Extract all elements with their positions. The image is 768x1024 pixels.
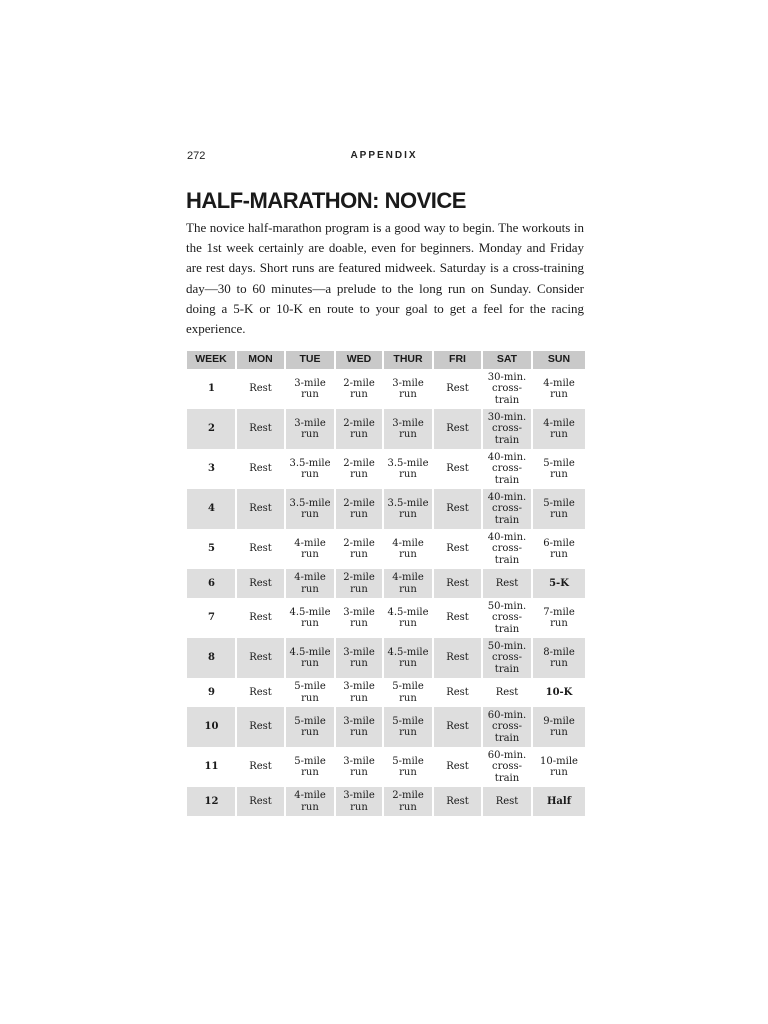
table-row — [187, 747, 585, 787]
week-cell: 2 — [187, 409, 236, 449]
mon-cell: Rest — [249, 463, 272, 475]
tue-cell: 4.5-mile run — [285, 638, 335, 678]
tue-cell: 5-mile run — [285, 707, 335, 747]
column-header: THUR — [383, 351, 433, 369]
table-row — [187, 449, 585, 489]
week-cell: 4 — [187, 489, 236, 529]
wed-cell: 3-mile run — [343, 606, 375, 629]
fri-cell: Rest — [446, 383, 469, 395]
table-row — [187, 409, 585, 449]
column-header: TUE — [285, 351, 335, 369]
tue-cell: 3.5-mile run — [285, 489, 335, 529]
sat-cell: 60-min. cross-train — [482, 707, 532, 747]
sun-cell: 4-mile run — [532, 409, 585, 449]
sat-cell: 30-min. cross-train — [487, 371, 527, 406]
sun-cell: 5-K — [532, 569, 585, 598]
column-header: SUN — [532, 351, 585, 369]
fri-cell: Rest — [446, 463, 469, 475]
table-row — [187, 369, 585, 409]
thur-cell: 5-mile run — [392, 681, 424, 704]
sun-cell: Half — [532, 787, 585, 816]
wed-cell: 2-mile run — [335, 489, 383, 529]
sat-cell: 50-min. cross-train — [487, 600, 527, 635]
week-cell: 5 — [208, 543, 215, 555]
sat-cell: 50-min. cross-train — [482, 638, 532, 678]
tue-cell: 3.5-mile run — [289, 457, 331, 480]
week-cell: 10 — [187, 707, 236, 747]
wed-cell: 3-mile run — [343, 755, 375, 778]
tue-cell: 4-mile run — [294, 537, 326, 560]
intro-paragraph: The novice half-marathon program is a good way to begin. The workouts in the 1st week certainly are doable, even for beginners. Monday and Friday are rest days. Short runs are featured midweek. Saturday is a cross-training day—30 to 60 minutes—a prelude to the long run on Sunday. Consider doing a 5-K or 10-K en route to your goal to get a feel for the racing experience. — [186, 220, 584, 337]
wed-cell: 3-mile run — [343, 681, 375, 704]
thur-cell: 3.5-mile run — [387, 457, 429, 480]
week-cell: 3 — [208, 463, 215, 475]
table-row — [187, 598, 585, 638]
sat-cell: Rest — [495, 686, 519, 698]
thur-cell: 3.5-mile run — [383, 489, 433, 529]
tue-cell: 5-mile run — [294, 755, 326, 778]
thur-cell: 5-mile run — [392, 755, 424, 778]
mon-cell: Rest — [236, 409, 285, 449]
tue-cell: 4-mile run — [285, 569, 335, 598]
sun-cell: 5-mile run — [532, 489, 585, 529]
sat-cell: 60-min. cross-train — [487, 749, 527, 784]
wed-cell: 3-mile run — [335, 707, 383, 747]
fri-cell: Rest — [433, 489, 482, 529]
sun-cell: 10-mile run — [540, 755, 578, 778]
mon-cell: Rest — [249, 686, 272, 698]
fri-cell: Rest — [446, 612, 469, 624]
fri-cell: Rest — [446, 686, 469, 698]
section-title: HALF-MARATHON: NOVICE — [186, 188, 466, 213]
wed-cell: 2-mile run — [343, 377, 375, 400]
week-cell: 1 — [208, 383, 215, 395]
column-header: WED — [335, 351, 383, 369]
sun-cell: 6-mile run — [543, 537, 575, 560]
fri-cell: Rest — [433, 707, 482, 747]
fri-cell: Rest — [433, 638, 482, 678]
sun-cell: 7-mile run — [543, 606, 575, 629]
fri-cell: Rest — [433, 569, 482, 598]
sat-cell: 40-min. cross-train — [487, 531, 527, 566]
fri-cell: Rest — [446, 543, 469, 555]
fri-cell: Rest — [433, 787, 482, 816]
tue-cell: 3-mile run — [285, 409, 335, 449]
tue-cell: 4.5-mile run — [289, 606, 331, 629]
mon-cell: Rest — [249, 383, 272, 395]
thur-cell: 3-mile run — [383, 409, 433, 449]
sat-cell: Rest — [482, 787, 532, 816]
fri-cell: Rest — [433, 409, 482, 449]
week-cell: 12 — [187, 787, 236, 816]
sun-cell: 4-mile run — [543, 377, 575, 400]
sun-cell: 5-mile run — [543, 457, 575, 480]
table-row — [187, 569, 585, 598]
tue-cell: 3-mile run — [294, 377, 326, 400]
thur-cell: 4.5-mile run — [387, 606, 429, 629]
mon-cell: Rest — [236, 569, 285, 598]
sat-cell: 40-min. cross-train — [482, 489, 532, 529]
sun-cell: 10-K — [545, 686, 573, 698]
table-row — [187, 489, 585, 529]
tue-cell: 5-mile run — [294, 681, 326, 704]
thur-cell: 4-mile run — [383, 569, 433, 598]
table-row — [187, 638, 585, 678]
thur-cell: 4.5-mile run — [383, 638, 433, 678]
sat-cell: 30-min. cross-train — [482, 409, 532, 449]
wed-cell: 2-mile run — [343, 457, 375, 480]
column-header: FRI — [433, 351, 482, 369]
mon-cell: Rest — [249, 543, 272, 555]
sun-cell: 8-mile run — [532, 638, 585, 678]
column-header: SAT — [482, 351, 532, 369]
mon-cell: Rest — [236, 787, 285, 816]
table-header-row — [187, 351, 585, 369]
wed-cell: 3-mile run — [335, 638, 383, 678]
wed-cell: 2-mile run — [335, 569, 383, 598]
mon-cell: Rest — [236, 489, 285, 529]
mon-cell: Rest — [236, 707, 285, 747]
week-cell: 6 — [187, 569, 236, 598]
week-cell: 8 — [187, 638, 236, 678]
sat-cell: Rest — [482, 569, 532, 598]
thur-cell: 2-mile run — [383, 787, 433, 816]
table-row — [187, 529, 585, 569]
thur-cell: 4-mile run — [392, 537, 424, 560]
running-head: APPENDIX — [350, 150, 418, 161]
mon-cell: Rest — [249, 612, 272, 624]
page-number: 272 — [187, 150, 206, 162]
table-row — [187, 707, 585, 747]
tue-cell: 4-mile run — [285, 787, 335, 816]
column-header: MON — [236, 351, 285, 369]
table-row — [187, 678, 585, 707]
training-schedule-table — [186, 351, 585, 816]
table-row — [187, 787, 585, 816]
wed-cell: 2-mile run — [343, 537, 375, 560]
week-cell: 11 — [204, 761, 219, 773]
wed-cell: 2-mile run — [335, 409, 383, 449]
wed-cell: 3-mile run — [335, 787, 383, 816]
sun-cell: 9-mile run — [532, 707, 585, 747]
column-header: WEEK — [187, 351, 236, 369]
mon-cell: Rest — [249, 761, 272, 773]
mon-cell: Rest — [236, 638, 285, 678]
week-cell: 7 — [208, 612, 215, 624]
thur-cell: 3-mile run — [392, 377, 424, 400]
week-cell: 9 — [208, 686, 215, 698]
thur-cell: 5-mile run — [383, 707, 433, 747]
fri-cell: Rest — [446, 761, 469, 773]
sat-cell: 40-min. cross-train — [487, 451, 527, 486]
